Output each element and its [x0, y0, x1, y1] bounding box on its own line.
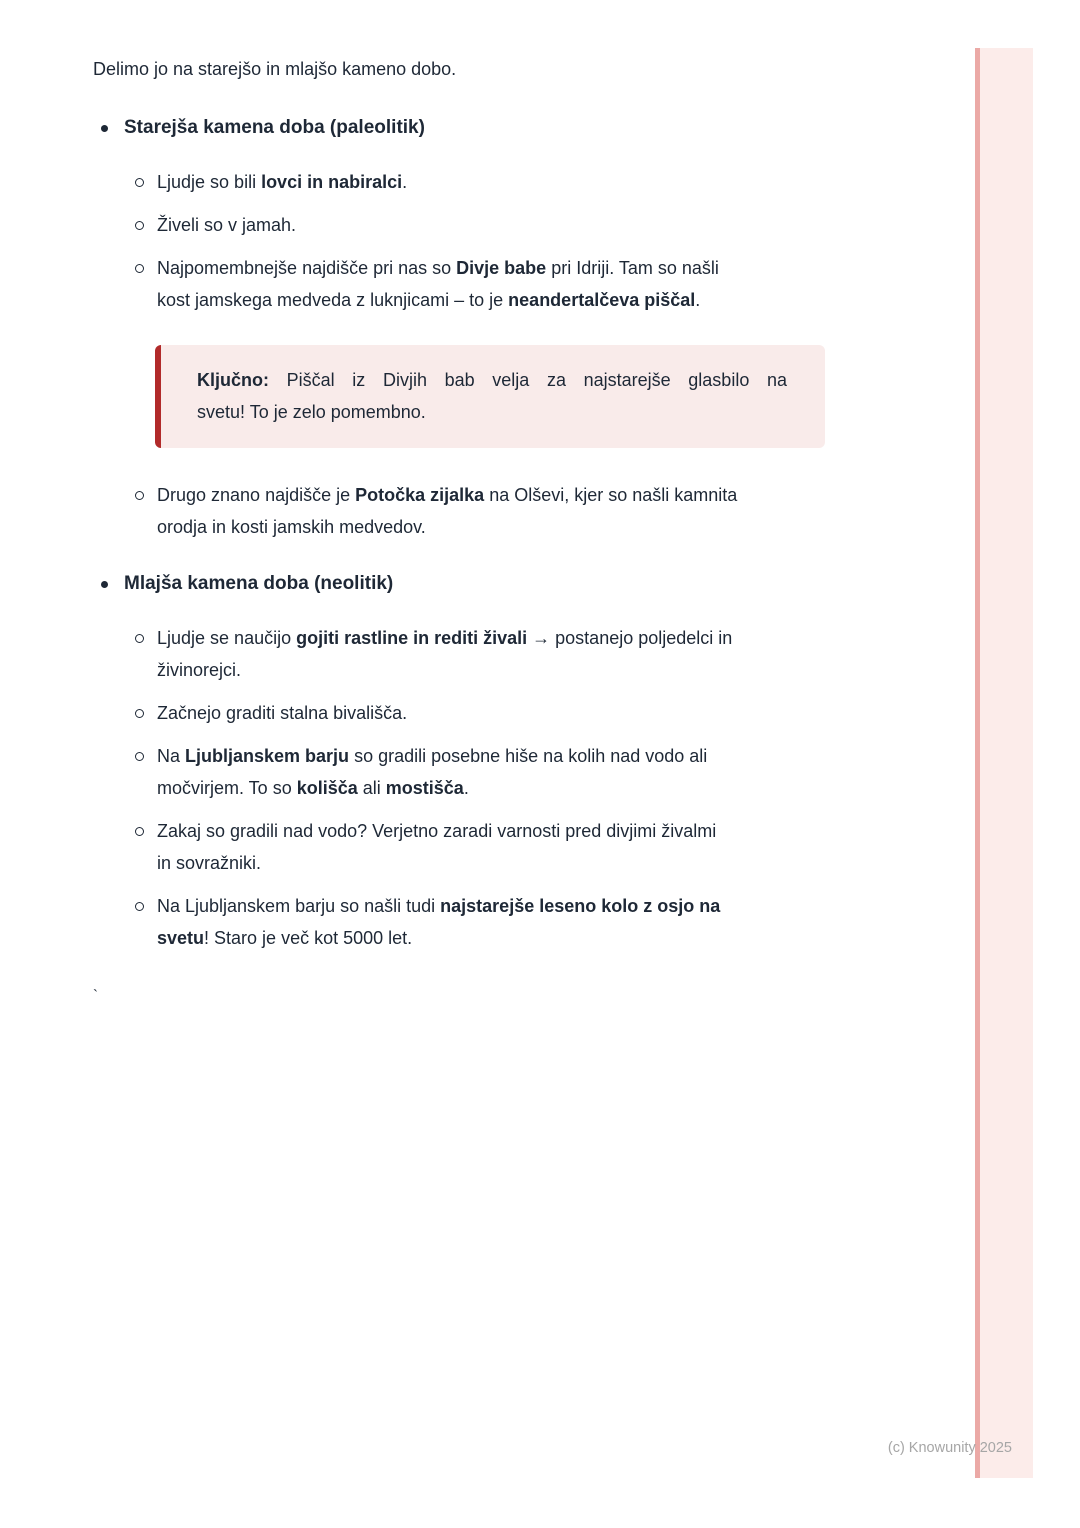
list-item-text: [157, 252, 719, 316]
list-item: [135, 697, 1080, 729]
text-segment: močvirjem. To so: [157, 778, 297, 798]
bullet-line: [157, 622, 732, 654]
bullet-line: [157, 209, 296, 241]
text-segment: .: [463, 778, 469, 798]
text-segment: Na: [157, 746, 186, 766]
bold-text-segment: najstarejše leseno kolo z osjo na: [440, 896, 721, 916]
text-segment: svetu! To je zelo pomembno.: [197, 402, 426, 422]
circle-bullet-icon: [135, 221, 144, 230]
circle-bullet-icon: [135, 827, 144, 836]
text-segment: in sovražniki.: [157, 853, 262, 873]
callout-line: [197, 396, 787, 428]
list-item: [135, 252, 1080, 316]
bullet-line: [157, 772, 707, 804]
bullet-line: [157, 847, 716, 879]
text-segment: Najpomembnejše najdišče pri nas so: [157, 258, 457, 278]
bullet-line: [157, 740, 707, 772]
list-item-text: [157, 890, 720, 954]
list-item-text: [157, 209, 296, 241]
text-segment: → postanejo poljedelci in: [527, 628, 733, 648]
bold-text-segment: mostišča: [385, 778, 464, 798]
intro-paragraph: Delimo jo na starejšo in mlajšo kameno dobo.: [93, 59, 457, 79]
bullet-line: [157, 479, 737, 511]
section-heading-row: [93, 568, 1080, 600]
list-item-text: [157, 815, 716, 879]
bullet-line: [157, 654, 732, 686]
bullet-icon: [101, 581, 108, 588]
bullet-list: [93, 622, 1080, 954]
text-segment: na Olševi, kjer so našli kamnita: [484, 485, 738, 505]
bold-text-segment: gojiti rastline in rediti živali: [296, 628, 528, 648]
text-segment: Drugo znano najdišče je: [157, 485, 356, 505]
text-segment: .: [402, 172, 408, 192]
circle-bullet-icon: [135, 709, 144, 718]
text-segment: Ljudje so bili: [157, 172, 262, 192]
bullet-list: [93, 479, 1080, 543]
circle-bullet-icon: [135, 264, 144, 273]
text-segment: so gradili posebne hiše na kolih nad vodo ali: [349, 746, 708, 766]
list-item: [135, 815, 1080, 879]
section-paleolithic: [93, 112, 1080, 543]
bullet-line: [157, 284, 719, 316]
text-segment: orodja in kosti jamskih medvedov.: [157, 517, 426, 537]
list-item-text: [157, 622, 732, 686]
bullet-line: [157, 815, 716, 847]
text-segment: Zakaj so gradili nad vodo? Verjetno zaradi varnosti pred divjimi živalmi: [157, 821, 717, 841]
circle-bullet-icon: [135, 902, 144, 911]
watermark: (c) Knowunity 2025: [887, 1440, 1012, 1456]
text-segment: .: [695, 290, 701, 310]
section-title: Starejša kamena doba (paleolitik): [124, 117, 425, 138]
bold-text-segment: Ključno:: [197, 370, 269, 390]
text-segment: ali: [357, 778, 386, 798]
bullet-line: [157, 166, 407, 198]
bold-text-segment: Potočka zijalka: [355, 485, 485, 505]
circle-bullet-icon: [135, 634, 144, 643]
bold-text-segment: neandertalčeva piščal: [508, 290, 696, 310]
circle-bullet-icon: [135, 178, 144, 187]
list-item: [135, 209, 1080, 241]
bold-text-segment: kolišča: [296, 778, 358, 798]
text-segment: kost jamskega medveda z luknjicami – to je: [157, 290, 509, 310]
text-segment: Ljudje se naučijo: [157, 628, 297, 648]
section-heading-row: [93, 112, 1080, 144]
bullet-line: [157, 252, 719, 284]
list-item: [135, 479, 1080, 543]
bullet-line: [157, 922, 720, 954]
bold-text-segment: Divje babe: [456, 258, 547, 278]
list-item: [135, 622, 1080, 686]
bold-text-segment: svetu: [157, 928, 205, 948]
text-segment: pri Idriji. Tam so našli: [546, 258, 719, 278]
list-item-text: [157, 166, 407, 198]
list-item: [135, 890, 1080, 954]
bullet-icon: [101, 125, 108, 132]
callout-line: [197, 364, 787, 396]
section-title: Mlajša kamena doba (neolitik): [124, 573, 394, 594]
list-item-text: [157, 479, 737, 543]
list-item: [135, 166, 1080, 198]
bold-text-segment: lovci in nabiralci: [261, 172, 403, 192]
bullet-line: [157, 697, 407, 729]
text-segment: Na Ljubljanskem barju so našli tudi: [157, 896, 441, 916]
circle-bullet-icon: [135, 491, 144, 500]
list-item-text: [157, 697, 407, 729]
list-item: [135, 740, 1080, 804]
section-neolithic: [93, 568, 1080, 954]
text-segment: Živeli so v jamah.: [157, 215, 297, 235]
bullet-line: [157, 511, 737, 543]
text-segment: ! Staro je več kot 5000 let.: [204, 928, 413, 948]
bullet-line: [157, 890, 720, 922]
text-segment: živinorejci.: [157, 660, 242, 680]
stray-backtick: `: [93, 987, 98, 1004]
list-item-text: [157, 740, 707, 804]
bullet-list: [93, 166, 1080, 316]
text-segment: Piščal iz Divjih bab velja za najstarejše glasbilo na: [269, 370, 787, 390]
key-callout: [155, 345, 825, 448]
text-segment: Začnejo graditi stalna bivališča.: [157, 703, 408, 723]
circle-bullet-icon: [135, 752, 144, 761]
bold-text-segment: Ljubljanskem barju: [185, 746, 350, 766]
